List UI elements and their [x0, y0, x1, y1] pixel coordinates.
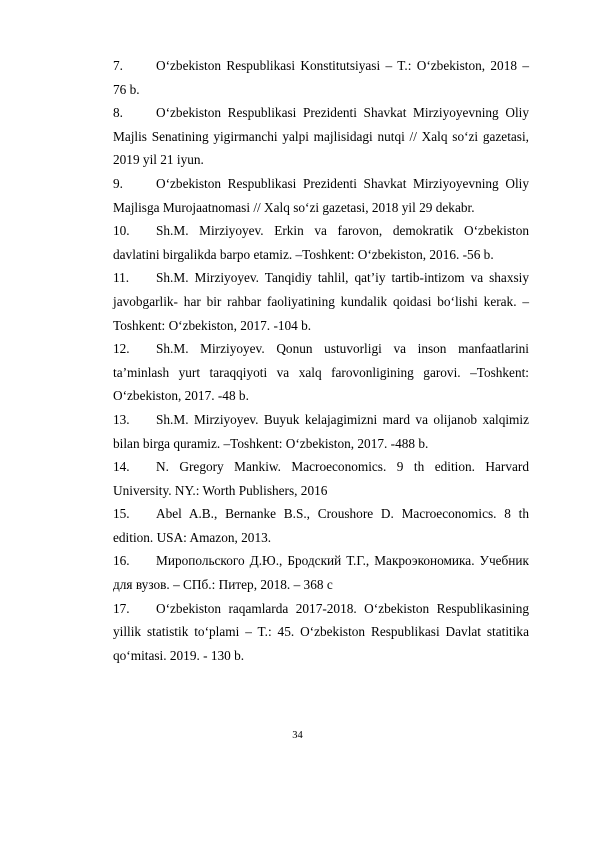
reference-text: Sh.M. Mirziyoyev. Tanqidiy tahlil, qat’iy tartib-intizom va shaxsiy javobgarlik- har bir rahbar faoliyatining kundalik qoidasi bo‘lishi kerak. –Toshkent: O‘zbekiston, 2017. -104 b. — [113, 270, 529, 333]
reference-item — [113, 101, 529, 172]
reference-number: 15. — [113, 506, 130, 522]
reference-number: 16. — [113, 553, 130, 569]
reference-text: Sh.M. Mirziyoyev. Buyuk kelajagimizni mard va olijanob xalqimiz bilan birga quramiz. –Toshkent: O‘zbekiston, 2017. -488 b. — [113, 411, 529, 451]
reference-item — [113, 455, 529, 502]
reference-number: 8. — [113, 105, 123, 121]
reference-number: 11. — [113, 270, 130, 286]
reference-item — [113, 172, 529, 219]
reference-number: 9. — [113, 175, 123, 191]
reference-number: 12. — [113, 341, 130, 357]
reference-item — [113, 337, 529, 408]
reference-text: Abel A.B., Bernanke B.S., Croushore D. Macroeconomics. 8 th edition. USA: Amazon, 2013. — [113, 506, 529, 545]
reference-number: 13. — [113, 411, 130, 427]
reference-text: O‘zbekiston Respublikasi Prezidenti Shavkat Mirziyoyevning Oliy Majlisga Murojaatnomasi // Xalq so‘zi gazetasi, 2018 yil 29 dekabr. — [113, 175, 529, 215]
reference-item — [113, 54, 529, 101]
reference-number: 10. — [113, 223, 130, 239]
reference-text: O‘zbekiston Respublikasi Konstitutsiyasi – T.: O‘zbekiston, 2018 – 76 b. — [113, 58, 529, 97]
reference-item — [113, 408, 529, 455]
reference-list — [113, 54, 529, 667]
reference-item — [113, 597, 529, 668]
reference-text: N. Gregory Mankiw. Macroeconomics. 9 th edition. Harvard University. NY.: Worth Publishers, 2016 — [113, 459, 529, 498]
reference-text: O‘zbekiston raqamlarda 2017-2018. O‘zbekiston Respublikasining yillik statistik to‘plami – T.: 45. O‘zbekiston Respublikasi Davlat statitika qo‘mitasi. 2019. - 130 b. — [113, 600, 529, 663]
reference-text: Миропольского Д.Ю., Бродский Т.Г., Макроэкономика. Учебник для вузов. – СПб.: Питер, 2018. – 368 с — [113, 553, 529, 593]
reference-number: 17. — [113, 600, 130, 616]
reference-item — [113, 219, 529, 266]
reference-text: Sh.M. Mirziyoyev. Erkin va farovon, demokratik O‘zbekiston davlatini birgalikda barpo etamiz. –Toshkent: O‘zbekiston, 2016. -56 b. — [113, 223, 529, 262]
reference-item — [113, 266, 529, 337]
reference-number: 14. — [113, 459, 130, 475]
reference-text: O‘zbekiston Respublikasi Prezidenti Shavkat Mirziyoyevning Oliy Majlis Senatining yigirmanchi yalpi majlisidagi nutqi // Xalq so‘zi gazetasi, 2019 yil 21 iyun. — [113, 105, 529, 168]
reference-item — [113, 502, 529, 549]
page-number: 34 — [292, 730, 303, 741]
reference-number: 7. — [113, 58, 123, 73]
reference-text: Sh.M. Mirziyoyev. Qonun ustuvorligi va inson manfaatlarini ta’minlash yurt taraqqiyoti va xalq farovonligining garovi. –Toshkent: O‘zbekiston, 2017. -48 b. — [113, 341, 529, 404]
reference-item — [113, 549, 529, 596]
